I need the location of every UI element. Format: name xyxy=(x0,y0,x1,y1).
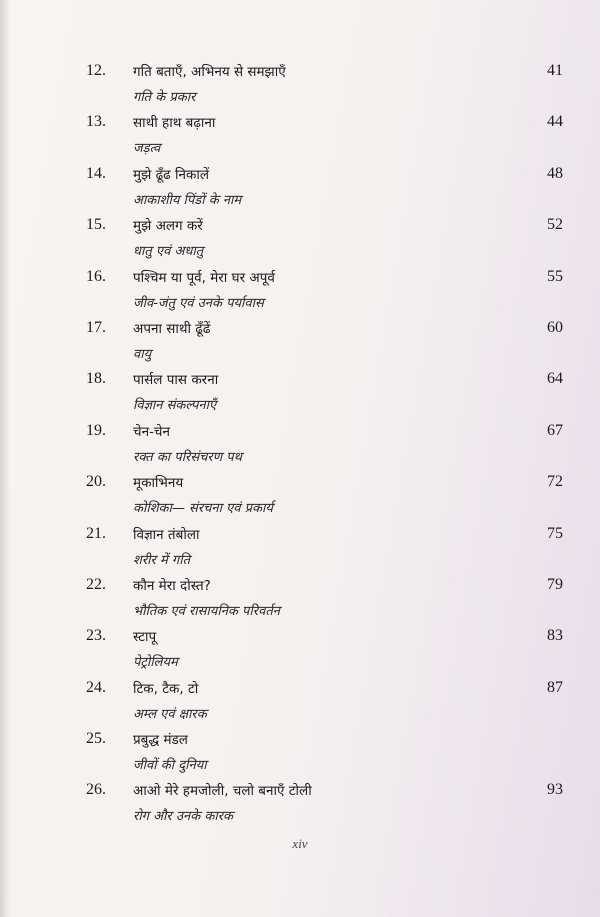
entry-title: पार्सल पास करना xyxy=(133,372,219,389)
entry-title: गति बताएँ, अभिनय से समझाएँ xyxy=(133,64,286,80)
entry-number: 21. xyxy=(86,524,106,542)
entry-subtitle: पेट्रोलियम xyxy=(133,655,178,671)
entry-title: मुझे अलग करें xyxy=(133,218,203,235)
entry-page-number: 79 xyxy=(547,575,563,593)
entry-subtitle: कोशिका— संरचना एवं प्रकार्य xyxy=(133,501,273,517)
entry-subtitle: गति के प्रकार xyxy=(133,90,196,105)
entry-page-number: 83 xyxy=(547,627,563,645)
entry-number: 22. xyxy=(86,575,106,593)
toc-entry xyxy=(0,525,600,576)
entry-page-number: 64 xyxy=(547,370,563,388)
entry-title: अपना साथी ढूँढें xyxy=(133,320,211,337)
entry-subtitle: रोग और उनके कारक xyxy=(133,809,233,825)
toc-entry xyxy=(0,216,600,267)
entry-page-number: 72 xyxy=(547,473,563,491)
entry-title: साथी हाथ बढ़ाना xyxy=(133,115,216,132)
entry-number: 15. xyxy=(86,216,106,234)
entry-subtitle: विज्ञान संकल्पनाएँ xyxy=(133,398,217,414)
entry-subtitle: जीव-जंतु एवं उनके पर्यावास xyxy=(133,295,264,311)
toc-entry xyxy=(0,422,600,473)
entry-page-number: 75 xyxy=(547,524,563,542)
entry-number: 14. xyxy=(86,164,106,182)
toc-entry xyxy=(0,319,600,370)
entry-subtitle: जड़त्व xyxy=(133,141,161,157)
entry-number: 13. xyxy=(86,113,106,131)
entry-subtitle: वायु xyxy=(133,346,152,362)
entry-title: कौन मेरा दोस्त? xyxy=(133,577,211,594)
entry-number: 19. xyxy=(86,421,106,439)
entry-number: 12. xyxy=(86,62,106,79)
table-of-contents xyxy=(0,62,600,833)
entry-subtitle: रक्त का परिसंचरण पथ xyxy=(133,449,242,465)
toc-entry xyxy=(0,627,600,678)
entry-title: स्टापू xyxy=(133,629,157,646)
toc-entry xyxy=(0,165,600,216)
entry-number: 26. xyxy=(86,781,106,799)
entry-title: विज्ञान तंबोला xyxy=(133,526,200,543)
entry-number: 23. xyxy=(86,627,106,645)
entry-page-number: 52 xyxy=(547,216,563,234)
entry-title: टिक, टैक, टो xyxy=(133,680,199,697)
entry-title: मूकाभिनय xyxy=(133,475,184,492)
entry-subtitle: जीवों की दुनिया xyxy=(133,758,207,774)
entry-number: 20. xyxy=(86,473,106,491)
entry-number: 18. xyxy=(86,370,106,388)
entry-title: आओ मेरे हमजोली, चलो बनाएँ टोली xyxy=(133,783,312,800)
toc-entry xyxy=(0,473,600,524)
entry-number: 24. xyxy=(86,678,106,696)
entry-title: पश्चिम या पूर्व, मेरा घर अपूर्व xyxy=(133,269,275,286)
toc-entry xyxy=(0,679,600,730)
entry-subtitle: शरीर में गति xyxy=(133,552,190,568)
entry-page-number: 87 xyxy=(547,678,563,696)
entry-title: प्रबुद्ध मंडल xyxy=(133,732,188,749)
entry-page-number: 67 xyxy=(547,421,563,439)
entry-page-number: 44 xyxy=(547,113,563,131)
entry-number: 25. xyxy=(86,730,106,748)
entry-page-number: 93 xyxy=(547,781,563,799)
page-folio: xiv xyxy=(292,836,308,851)
toc-entry xyxy=(0,113,600,164)
toc-entry xyxy=(0,781,600,832)
entry-subtitle: अम्ल एवं क्षारक xyxy=(133,706,207,722)
entry-subtitle: धातु एवं अधातु xyxy=(133,244,204,260)
entry-subtitle: भौतिक एवं रासायनिक परिवर्तन xyxy=(133,603,280,619)
toc-entry xyxy=(0,730,600,781)
entry-title: मुझे ढूँढ निकालें xyxy=(133,166,210,183)
entry-page-number: 55 xyxy=(547,267,563,285)
toc-entry xyxy=(0,268,600,319)
entry-page-number: 48 xyxy=(547,164,563,182)
entry-title: चेन-चेन xyxy=(133,423,171,440)
toc-entry xyxy=(0,370,600,421)
entry-page-number: 41 xyxy=(547,62,563,79)
entry-number: 16. xyxy=(86,267,106,285)
entry-number: 17. xyxy=(86,318,106,336)
entry-subtitle: आकाशीय पिंडों के नाम xyxy=(133,192,242,208)
entry-page-number: 60 xyxy=(547,318,563,336)
toc-entry xyxy=(0,62,600,113)
toc-entry xyxy=(0,576,600,627)
